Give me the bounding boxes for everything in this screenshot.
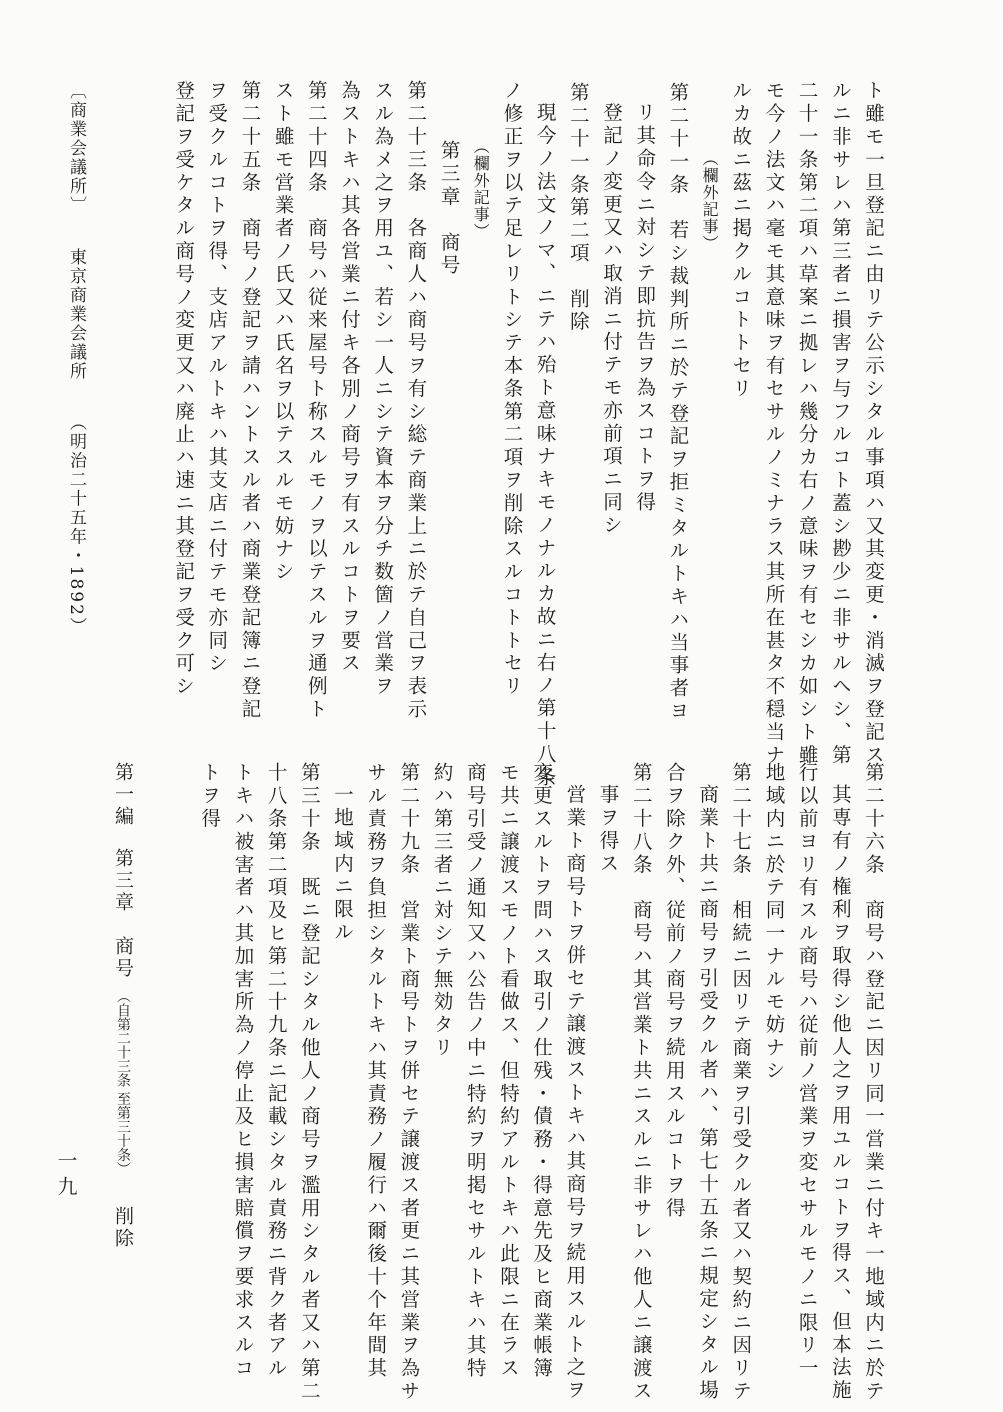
text-column: 第二十五条 商号ノ登記ヲ請ハントスル者ハ商業登記簿ニ登記: [238, 80, 262, 722]
text-column: ノ修正ヲ以テ足レリトシテ本条第二項ヲ削除スルコトトセリ: [500, 80, 524, 699]
marginal-note-label: （欄外記事）: [471, 138, 491, 240]
edition-label: 第一編: [112, 762, 134, 828]
text-column: トキハ被害者ハ其加害所為ノ停止及ヒ損害賠償ヲ要求スルコ: [231, 762, 255, 1381]
text-column: ルカ故ニ茲ニ掲クルコトトセリ: [729, 80, 753, 401]
text-column: 第三十条 既ニ登記シタル他人ノ商号ヲ濫用シタル者又ハ第二: [297, 762, 321, 1404]
text-column: モ今ノ法文ハ毫モ其意味ヲ有セサルノミナラス其所在甚タ不穏当ナ: [762, 80, 786, 767]
text-column: 第二十八条 商号ハ其営業ト共ニスルニ非サレハ他人ニ譲渡ス: [629, 762, 653, 1404]
text-column: 十八条第二項及ヒ第二十九条ニ記載シタル責務ニ背ク者アル: [264, 762, 288, 1381]
text-column: 其専有ノ権利ヲ取得シ他人之ヲ用ユルコトヲ得ス、但本法施: [828, 784, 852, 1403]
running-head-chapter: [110, 848, 137, 1250]
marginal-note-label: （欄外記事）: [700, 150, 720, 252]
lower-text-block: [143, 762, 885, 1404]
text-column: 地域内ニ於テ同一ナルモ妨ナシ: [762, 762, 786, 1083]
running-head: [110, 762, 137, 828]
text-column: 第二十一条 若シ裁判所ニ於テ登記ヲ拒ミタルトキハ当事者ヨ: [666, 82, 690, 724]
text-column: 二十一条第二項ハ草案ニ拠レハ幾分カ右ノ意味ヲ有セシカ如シト雖: [795, 80, 819, 767]
text-column: モ共ニ譲渡スモノト看做ス、但特約アルトキハ此限ニ在ラス: [496, 762, 520, 1381]
article-range: （自第二十三条 至第三十条）: [115, 989, 131, 1176]
text-column: 商業ト共ニ商号ヲ引受クル者ハ、第七十五条ニ規定シタル場: [696, 784, 720, 1403]
chapter-label: 第三章 商号: [112, 848, 134, 980]
upper-text-block: [103, 80, 885, 789]
text-column: 事ヲ得ス: [596, 784, 620, 876]
text-column: スト雖モ営業者ノ氏又ハ氏名ヲ以テスルモ妨ナシ: [271, 80, 295, 584]
text-column: 第二十三条 各商人ハ商号ヲ有シ総テ商業上ニ於テ自己ヲ表示: [404, 80, 428, 722]
text-column: 登記ノ変更又ハ取消ニ付テモ亦前項ニ同シ: [600, 102, 623, 538]
text-column: トヲ得: [198, 762, 222, 831]
status-label: 削除: [112, 1205, 134, 1250]
text-column: 商号引受ノ通知又ハ公告ノ中ニ特約ヲ明掲セサルトキハ其特: [463, 762, 487, 1381]
text-column: 第二十七条 相続ニ因リテ商業ヲ引受クル者又ハ契約ニ因リテ: [729, 762, 753, 1404]
source-bracket: 〔商業会議所〕: [66, 82, 86, 215]
text-column: 登記ヲ受ケタル商号ノ変更又ハ廃止ハ速ニ其登記ヲ受ク可シ: [172, 80, 196, 699]
text-column: 為ストキハ其各営業ニ付キ各別ノ商号ヲ有スルコトヲ要ス: [338, 80, 361, 676]
source-attribution: [64, 82, 89, 636]
text-column: ルニ非サレハ第三者ニ損害ヲ与フルコト蓋シ尠少ニ非サルヘシ、第: [828, 80, 852, 767]
text-column: リ其命令ニ対シテ即抗告ヲ為スコトヲ得: [633, 102, 657, 515]
text-column: 約ハ第三者ニ対シテ無効タリ: [430, 762, 454, 1060]
text-column: 合ヲ除ク外、従前ノ商号ヲ続用スルコトヲ得: [662, 762, 686, 1220]
chapter-heading: 第三章 商号: [437, 140, 461, 278]
text-column: サル責務ヲ負担シタルトキハ其責務ノ履行ハ爾後十个年間其: [364, 762, 388, 1381]
text-column: 一地域内ニ限ル: [331, 784, 354, 945]
text-column: 第二十四条 商号ハ従来屋号ト称スルモノヲ以テスルヲ通例ト: [304, 80, 328, 722]
text-column: 現今ノ法文ノマ、ニテハ殆ト意味ナキモノナルカ故ニ右ノ第十八条: [533, 102, 557, 789]
text-column: 第二十六条 商号ハ登記ニ因リ同一営業ニ付キ一地域内ニ於テ: [862, 762, 885, 1404]
source-date: （明治二十五年・1892）: [66, 413, 86, 636]
text-column: 変更スルトヲ問ハス取引ノ仕残・債務・得意先及ヒ商業帳簿: [530, 762, 554, 1381]
text-column: ヲ受クルコトヲ得、支店アルトキハ其支店ニ付テモ亦同シ: [205, 80, 229, 676]
text-column: ト雖モ一旦登記ニ由リテ公示シタル事項ハ又其変更・消滅ヲ登記ス: [862, 80, 885, 767]
page-number: 一九: [54, 1150, 78, 1202]
text-column: 第二十一条第二項 削除: [566, 82, 590, 334]
text-column: 営業ト商号トヲ併セテ譲渡ストキハ其商号ヲ続用スルト之ヲ: [563, 784, 587, 1403]
text-column: 第二十九条 営業ト商号トヲ併セテ譲渡ス者更ニ其営業ヲ為サ: [397, 762, 421, 1404]
text-column: スル為メ之ヲ用ユ、若シ一人ニシテ資本ヲ分チ数箇ノ営業ヲ: [371, 80, 395, 699]
text-column: 行以前ヨリ有スル商号ハ従前ノ営業ヲ変セサルモノニ限リ一: [795, 762, 819, 1381]
source-name: 東京商業会議所: [66, 247, 86, 381]
